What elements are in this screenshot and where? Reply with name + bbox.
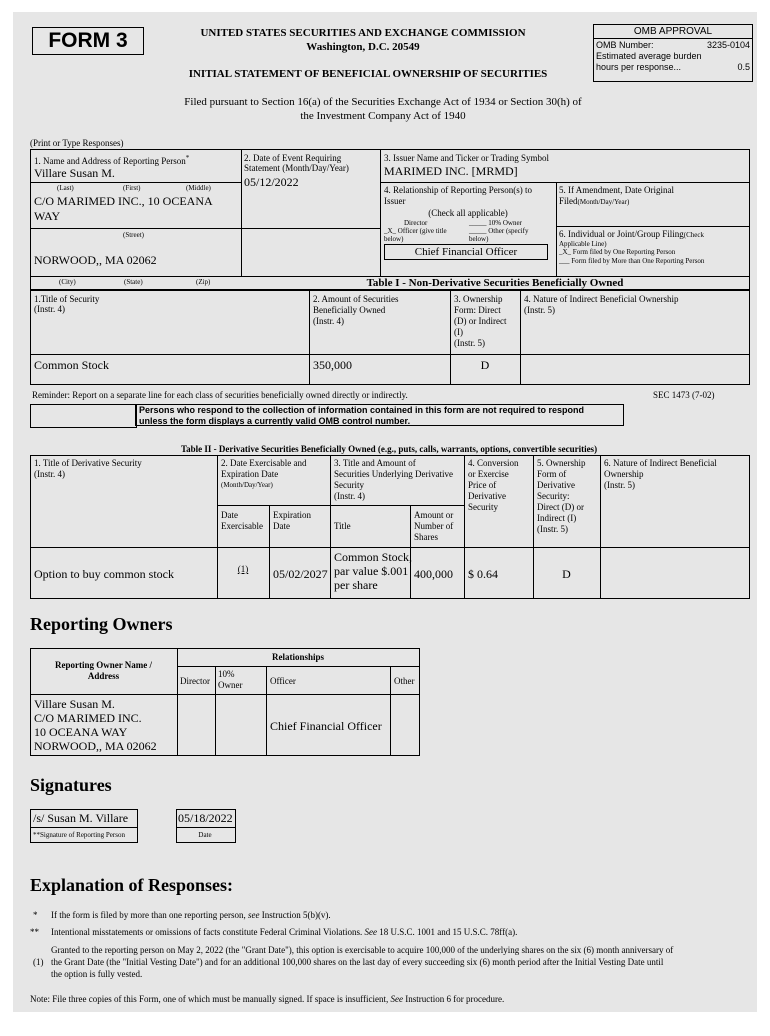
middle-label: (Middle) — [186, 184, 211, 192]
box6-label-small: (Check — [683, 231, 704, 239]
t1-row-amount: 350,000 — [313, 358, 352, 372]
box5-label-2: Filed — [559, 196, 578, 206]
omb-approval-box — [593, 24, 753, 82]
ro-director: Director — [180, 676, 210, 686]
t2-h5-5: Direct (D) or — [537, 502, 584, 512]
ro-owner-line-2: C/O MARIMED INC. — [34, 711, 142, 725]
address-line-1: C/O MARIMED INC., 10 OCEANA — [34, 194, 213, 208]
t2-row-exp: 05/02/2027 — [273, 567, 328, 581]
note-2 — [51, 927, 517, 938]
agency-name: UNITED STATES SECURITIES AND EXCHANGE COMMISSION — [200, 27, 526, 39]
t2-h3-1: 3. Title and Amount of — [334, 458, 416, 468]
box5-label: 5. If Amendment, Date Original — [559, 185, 674, 195]
t2-h1-2: (Instr. 4) — [34, 469, 65, 479]
signature-date-label: Date — [198, 831, 212, 839]
note-footer — [30, 994, 504, 1005]
print-or-type: (Print or Type Responses) — [30, 138, 124, 148]
ro-col-name-1: Reporting Owner Name / — [54, 660, 153, 670]
t2-row-footnote[interactable]: (1) — [237, 564, 249, 574]
note-1 — [51, 910, 331, 921]
form-title: INITIAL STATEMENT OF BENEFICIAL OWNERSHIP OF SECURITIES — [188, 68, 548, 80]
t1-col2-h1: 2. Amount of Securities — [313, 294, 399, 304]
city-state-zip: NORWOOD,, MA 02062 — [34, 253, 157, 267]
note-footer-see: See — [390, 994, 404, 1004]
t2-h4-2: or Exercise — [468, 469, 509, 479]
officer-option: _X_ Officer (give title — [384, 227, 447, 235]
sec-code: SEC 1473 (7-02) — [653, 390, 715, 400]
t1-row-form: D — [480, 358, 490, 372]
note-footer-2: Instruction 6 for procedure. — [405, 994, 505, 1004]
t2-sub-date-ex-1: Date — [221, 510, 238, 520]
event-date: 05/12/2022 — [244, 175, 299, 189]
signature-date: 05/18/2022 — [178, 811, 233, 825]
box6-label-wrap — [559, 229, 704, 240]
officer-title-box: Chief Financial Officer — [384, 244, 548, 260]
last-label: (Last) — [57, 184, 74, 192]
box2-label-1: 2. Date of Event Requiring — [244, 153, 342, 163]
agency-location: Washington, D.C. 20549 — [306, 41, 420, 53]
t2-row-security: Option to buy common stock — [34, 567, 174, 581]
ro-other: Other — [394, 676, 415, 686]
t1-col3-h1: 3. Ownership — [454, 294, 503, 304]
note-2-text: Intentional misstatements or omissions of facts constitute Federal Criminal Violations. — [51, 927, 363, 937]
t2-h6-1: 6. Nature of Indirect Beneficial — [604, 458, 717, 468]
note-2-mark: ** — [30, 927, 39, 937]
t2-sub-amt-1: Amount or — [414, 510, 454, 520]
ro-col-name-2: Address — [87, 671, 120, 681]
ro-owner-line-3: 10 OCEANA WAY — [34, 725, 128, 739]
ro-ten-pct-2: Owner — [218, 680, 243, 690]
other-option-2: below) — [469, 235, 489, 243]
t2-h2-3: (Month/Day/Year) — [221, 481, 273, 489]
note-1-see: see — [247, 910, 260, 920]
box4-label-1: 4. Relationship of Reporting Person(s) to — [384, 185, 532, 195]
note-3-line-2: the Grant Date (the "Initial Vesting Date") and for an additional 100,000 shares on the last day of every succeeding six (6) month period after the Initial Vesting Date until — [51, 957, 664, 967]
explanation-heading: Explanation of Responses: — [30, 875, 234, 895]
box1-label-mark: * — [185, 154, 190, 162]
signature-label-wrap — [33, 831, 125, 840]
city-label: (City) — [59, 278, 76, 286]
t2-h3-2: Securities Underlying Derivative — [334, 469, 453, 479]
signatures-heading: Signatures — [30, 775, 112, 795]
t2-h4-3: Price of — [468, 480, 497, 490]
ro-relationships: Relationships — [271, 652, 324, 662]
reporting-owners-heading: Reporting Owners — [30, 614, 173, 634]
t2-row-title-2: par value $.001 — [334, 564, 409, 578]
t2-row-title-3: per share — [334, 578, 378, 592]
omb-number-value: 3235-0104 — [706, 40, 750, 50]
t1-col1-h1: 1.Title of Security — [34, 294, 100, 304]
box4-label-2: Issuer — [384, 196, 406, 206]
t2-h5-7: (Instr. 5) — [537, 524, 568, 534]
box6-label-3: Applicable Line) — [559, 240, 607, 248]
t2-h3-3: Security — [334, 480, 364, 490]
t2-row-title-1: Common Stock, — [334, 550, 413, 564]
t2-sub-exp-2: Date — [273, 521, 290, 531]
omb-notice-1: Persons who respond to the collection of information contained in this form are not required to respond — [139, 405, 585, 415]
t2-row-amount: 400,000 — [414, 567, 453, 581]
t2-sub-exp-1: Expiration — [273, 510, 311, 520]
box6-option-1: _X_ Form filed by One Reporting Person — [559, 248, 676, 256]
t2-sub-date-ex-2: Exercisable — [221, 521, 263, 531]
sec-form-3-page — [13, 12, 757, 1012]
filed-pursuant-1: Filed pursuant to Section 16(a) of the Securities Exchange Act of 1934 or Section 30(h) of — [184, 96, 582, 108]
omb-number-label: OMB Number: — [596, 40, 654, 50]
t1-col1-h2: (Instr. 4) — [34, 304, 65, 314]
table2-title: Table II - Derivative Securities Beneficially Owned (e.g., puts, calls, warrants, options, convertible securities) — [180, 444, 598, 454]
t2-sub-title: Title — [334, 521, 351, 531]
ro-officer: Officer — [270, 676, 296, 686]
ro-owner-line-1: Villare Susan M. — [34, 697, 115, 711]
t2-h2-1: 2. Date Exercisable and — [221, 458, 307, 468]
director-option: Director — [404, 219, 428, 227]
t2-h2-2: Expiration Date — [221, 469, 279, 479]
note-3-mark: (1) — [33, 957, 44, 967]
t2-sub-amt-3: Shares — [414, 532, 438, 542]
t1-row-security: Common Stock — [34, 358, 110, 372]
street-label: (Street) — [123, 231, 144, 239]
signature-value: /s/ Susan M. Villare — [33, 811, 129, 825]
omb-notice-blank — [30, 404, 137, 428]
box6-option-2: ___ Form filed by More than One Reporting Person — [559, 257, 705, 265]
note-1-end: Instruction 5(b)(v). — [261, 910, 331, 920]
t2-h5-3: Derivative — [537, 480, 575, 490]
t2-h1-1: 1. Title of Derivative Security — [34, 458, 142, 468]
check-all-applicable: (Check all applicable) — [428, 208, 508, 218]
t2-h5-2: Form of — [537, 469, 567, 479]
note-footer-1: Note: File three copies of this Form, one of which must be manually signed. If space is insufficient, — [30, 994, 389, 1004]
form-label: FORM 3 — [32, 27, 144, 55]
t2-h6-3: (Instr. 5) — [604, 480, 635, 490]
omb-notice-2: unless the form displays a currently valid OMB control number. — [139, 416, 411, 426]
address-line-2: WAY — [34, 209, 61, 223]
omb-hours-label: hours per response... — [596, 62, 682, 72]
first-label: (First) — [123, 184, 141, 192]
t2-h5-6: Indirect (I) — [537, 513, 577, 523]
box5-label-2-wrap — [559, 196, 629, 207]
officer-option-2: below) — [384, 235, 404, 243]
t1-col4-h2: (Instr. 5) — [524, 305, 555, 315]
note-2-end: 18 U.S.C. 1001 and 15 U.S.C. 78ff(a). — [379, 927, 518, 937]
note-3-line-3: the option is fully vested. — [51, 969, 143, 979]
omb-title: OMB APPROVAL — [594, 25, 752, 39]
filed-pursuant-2: the Investment Company Act of 1940 — [300, 110, 466, 122]
t1-col3-h4: (I) — [454, 327, 463, 337]
t1-col2-h3: (Instr. 4) — [313, 316, 344, 326]
t2-h4-4: Derivative — [468, 491, 506, 501]
note-1-mark: * — [33, 910, 38, 920]
t2-h5-4: Security: — [537, 491, 570, 501]
signature-label: Signature of Reporting Person — [40, 831, 125, 839]
t1-col3-h2: Form: Direct — [454, 305, 501, 315]
t2-h6-2: Ownership — [604, 469, 644, 479]
omb-hours-value: 0.5 — [737, 62, 750, 72]
t1-col3-h3: (D) or Indirect — [454, 316, 507, 326]
issuer-name: MARIMED INC. [MRMD] — [384, 164, 518, 178]
state-label: (State) — [124, 278, 143, 286]
zip-label: (Zip) — [196, 278, 211, 286]
t2-row-price: $ 0.64 — [468, 567, 498, 581]
box5-label-small: (Month/Day/Year) — [577, 198, 630, 206]
t2-h3-4: (Instr. 4) — [334, 491, 365, 501]
note-3-line-1: Granted to the reporting person on May 2, 2022 (the "Grant Date"), this option is exercisable to acquire 100,000 of the underlying shares on the six (6) month anniversary of — [51, 945, 674, 955]
reminder-text: Reminder: Report on a separate line for each class of securities beneficially owned directly or indirectly. — [32, 390, 408, 400]
signature-mark: ** — [33, 831, 40, 839]
t1-col4-h1: 4. Nature of Indirect Beneficial Ownership — [524, 294, 679, 304]
t2-row-form: D — [562, 567, 571, 581]
reporting-person-name: Villare Susan M. — [34, 166, 115, 180]
t2-sub-amt-2: Number of — [414, 521, 454, 531]
note-1-text: If the form is filed by more than one reporting person, — [51, 910, 246, 920]
box3-label: 3. Issuer Name and Ticker or Trading Symbol — [384, 153, 549, 163]
table1-title: Table I - Non-Derivative Securities Beneficially Owned — [366, 277, 624, 289]
ten-pct-owner-option: _____ 10% Owner — [469, 219, 522, 227]
omb-notice — [135, 404, 624, 426]
t1-col3-h5: (Instr. 5) — [454, 338, 485, 348]
box6-label: 6. Individual or Joint/Group Filing — [559, 229, 684, 239]
omb-burden: Estimated average burden — [596, 51, 702, 61]
ro-ten-pct-1: 10% — [218, 669, 235, 679]
box1-label: 1. Name and Address of Reporting Person — [34, 156, 186, 166]
t1-col2-h2: Beneficially Owned — [313, 305, 386, 315]
other-option: _____ Other (specify — [469, 227, 529, 235]
ro-owner-officer: Chief Financial Officer — [270, 719, 382, 733]
box2-label-2: Statement (Month/Day/Year) — [244, 163, 349, 173]
ro-owner-line-4: NORWOOD,, MA 02062 — [34, 739, 157, 753]
t2-h4-5: Security — [468, 502, 498, 512]
note-2-see: See — [364, 927, 377, 937]
t2-h5-1: 5. Ownership — [537, 458, 586, 468]
t2-h4-1: 4. Conversion — [468, 458, 519, 468]
